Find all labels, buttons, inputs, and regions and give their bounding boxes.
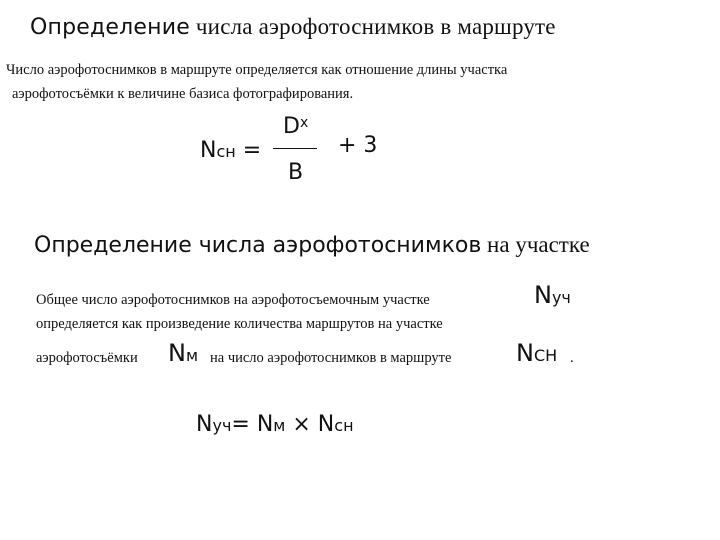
symbol-n-sn-main: N xyxy=(516,339,534,367)
symbol-n-m-sub: м xyxy=(185,346,199,365)
formula2-times: × xyxy=(285,412,318,437)
formula2 xyxy=(196,412,354,437)
formula1-lhs xyxy=(200,138,261,163)
para-area-line3-b: на число аэрофотоснимков в маршруте xyxy=(210,350,452,366)
formula1-equals: = xyxy=(235,138,262,163)
para-area-line3-a: аэрофотосъёмки xyxy=(36,350,138,366)
formula2-a-main: N xyxy=(196,412,213,437)
formula1-numerator xyxy=(283,114,308,139)
formula1-fraction-bar xyxy=(273,148,317,149)
formula1-addend: + 3 xyxy=(338,133,378,158)
symbol-n-sn xyxy=(516,339,557,367)
formula1-denominator: B xyxy=(288,160,304,185)
symbol-n-sn-sub: СН xyxy=(533,346,558,365)
para-area-line3-end: . xyxy=(570,350,574,366)
formula2-a-sub: уч xyxy=(212,416,232,435)
symbol-n-uch xyxy=(534,281,571,309)
symbol-n-m xyxy=(168,339,198,367)
symbol-n-m-main: N xyxy=(168,339,186,367)
formula1-lhs-main: N xyxy=(200,138,217,163)
heading-route-count-part1: Определение xyxy=(30,15,190,40)
heading-area-count xyxy=(34,232,590,258)
formula1-numerator-main: D xyxy=(283,114,300,139)
para-route-line1: Число аэрофотоснимков в маршруте определяется как отношение длины участка xyxy=(6,62,508,78)
formula2-equals: = xyxy=(231,412,257,437)
formula2-c-sub: сн xyxy=(334,416,354,435)
heading-route-count-part2: числа аэрофотоснимков в маршруте xyxy=(189,14,556,39)
para-area-line1: Общее число аэрофотоснимков на аэрофотосъемочным участке xyxy=(36,292,430,308)
formula2-b-main: N xyxy=(256,412,274,437)
formula1-lhs-sub: сн xyxy=(216,142,236,161)
formula2-c-main: N xyxy=(317,412,335,437)
para-area-line2: определяется как произведение количества маршрутов на участке xyxy=(36,316,443,332)
formula2-b-sub: м xyxy=(273,416,286,435)
symbol-n-uch-sub: уч xyxy=(551,288,571,307)
heading-route-count xyxy=(30,14,556,40)
heading-area-count-part1: Определение числа аэрофотоснимков xyxy=(34,233,482,258)
symbol-n-uch-main: N xyxy=(534,281,552,309)
formula1-numerator-sub: x xyxy=(299,115,309,131)
para-route-line2: аэрофотосъёмки к величине базиса фотографирования. xyxy=(12,86,354,102)
heading-area-count-part2: на участке xyxy=(481,232,590,257)
